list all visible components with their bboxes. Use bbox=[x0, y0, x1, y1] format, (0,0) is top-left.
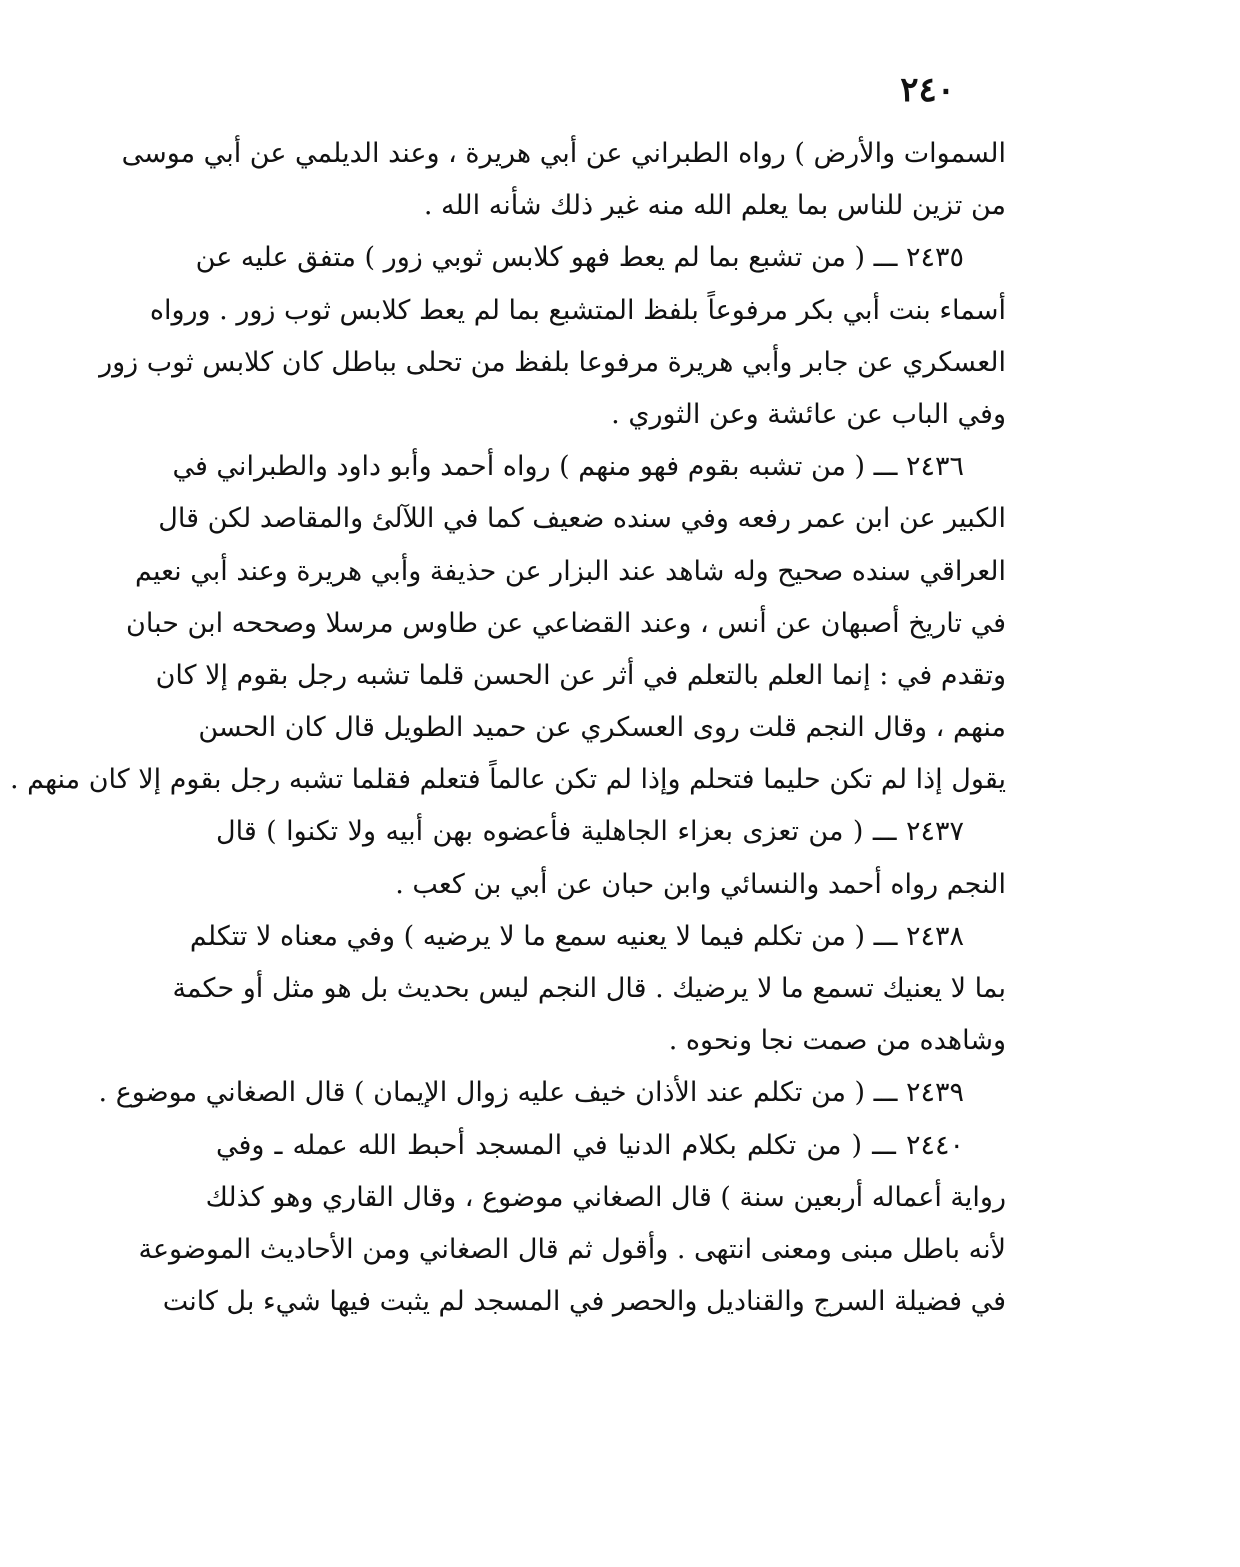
text-line: الكبير عن ابن عمر رفعه وفي سنده ضعيف كما في اللآلئ والمقاصد لكن قال bbox=[158, 503, 1006, 535]
page-number: ٢٤٠ bbox=[900, 70, 955, 110]
text-line: في فضيلة السرج والقناديل والحصر في المسجد لم يثبت فيها شيء بل كانت bbox=[162, 1286, 1006, 1318]
text-line: وتقدم في : إنما العلم بالتعلم في أثر عن الحسن قلما تشبه رجل بقوم إلا كان bbox=[155, 659, 1006, 691]
text-line: لأنه باطل مبنى ومعنى انتهى . وأقول ثم قال الصغاني ومن الأحاديث الموضوعة bbox=[138, 1233, 1006, 1265]
text-line: السموات والأرض ) رواه الطبراني عن أبي هريرة ، وعند الديلمي عن أبي موسى bbox=[121, 138, 1006, 169]
hadith-entry-2437: ٢٤٣٧ ـــ ( من تعزى بعزاء الجاهلية فأعضوه بهن أبيه ولا تكنوا ) قال bbox=[216, 816, 964, 848]
text-line: منهم ، وقال النجم قلت روى العسكري عن حميد الطويل قال كان الحسن bbox=[198, 712, 1006, 744]
text-line: وشاهده من صمت نجا ونحوه . bbox=[668, 1025, 1006, 1057]
text-line: رواية أعماله أربعين سنة ) قال الصغاني موضوع ، وقال القاري وهو كذلك bbox=[205, 1181, 1006, 1213]
hadith-entry-2440: ٢٤٤٠ ـــ ( من تكلم بكلام الدنيا في المسجد أحبط الله عمله ـ وفي bbox=[216, 1129, 964, 1161]
hadith-entry-2438: ٢٤٣٨ ـــ ( من تكلم فيما لا يعنيه سمع ما لا يرضيه ) وفي معناه لا تتكلم bbox=[189, 920, 964, 952]
text-line: وفي الباب عن عائشة وعن الثوري . bbox=[611, 398, 1006, 430]
hadith-entry-2436: ٢٤٣٦ ـــ ( من تشبه بقوم فهو منهم ) رواه أحمد وأبو داود والطبراني في bbox=[172, 451, 964, 483]
text-line: في تاريخ أصبهان عن أنس ، وعند القضاعي عن طاوس مرسلا وصححه ابن حبان bbox=[126, 607, 1006, 639]
text-line: يقول إذا لم تكن حليما فتحلم وإذا لم تكن عالماً فتعلم فقلما تشبه رجل بقوم إلا كان منهم . bbox=[9, 764, 1006, 796]
text-line: أسماء بنت أبي بكر مرفوعاً بلفظ المتشبع بما لم يعط كلابس ثوب زور . ورواه bbox=[149, 294, 1006, 326]
body-text bbox=[9, 128, 1006, 1518]
text-line: العسكري عن جابر وأبي هريرة مرفوعا بلفظ من تحلى بباطل كان كلابس ثوب زور bbox=[99, 346, 1006, 378]
text-line: بما لا يعنيك تسمع ما لا يرضيك . قال النجم ليس بحديث بل هو مثل أو حكمة bbox=[172, 973, 1006, 1004]
text-line: العراقي سنده صحيح وله شاهد عند البزار عن حذيفة وأبي هريرة وعند أبي نعيم bbox=[135, 555, 1006, 587]
text-line: من تزين للناس بما يعلم الله منه غير ذلك شأنه الله . bbox=[423, 190, 1006, 222]
hadith-entry-2435: ٢٤٣٥ ـــ ( من تشبع بما لم يعط فهو كلابس ثوبي زور ) متفق عليه عن bbox=[195, 242, 964, 274]
text-line: النجم رواه أحمد والنسائي وابن حبان عن أبي بن كعب . bbox=[395, 868, 1006, 900]
hadith-entry-2439: ٢٤٣٩ ـــ ( من تكلم عند الأذان خيف عليه زوال الإيمان ) قال الصغاني موضوع . bbox=[98, 1077, 964, 1109]
